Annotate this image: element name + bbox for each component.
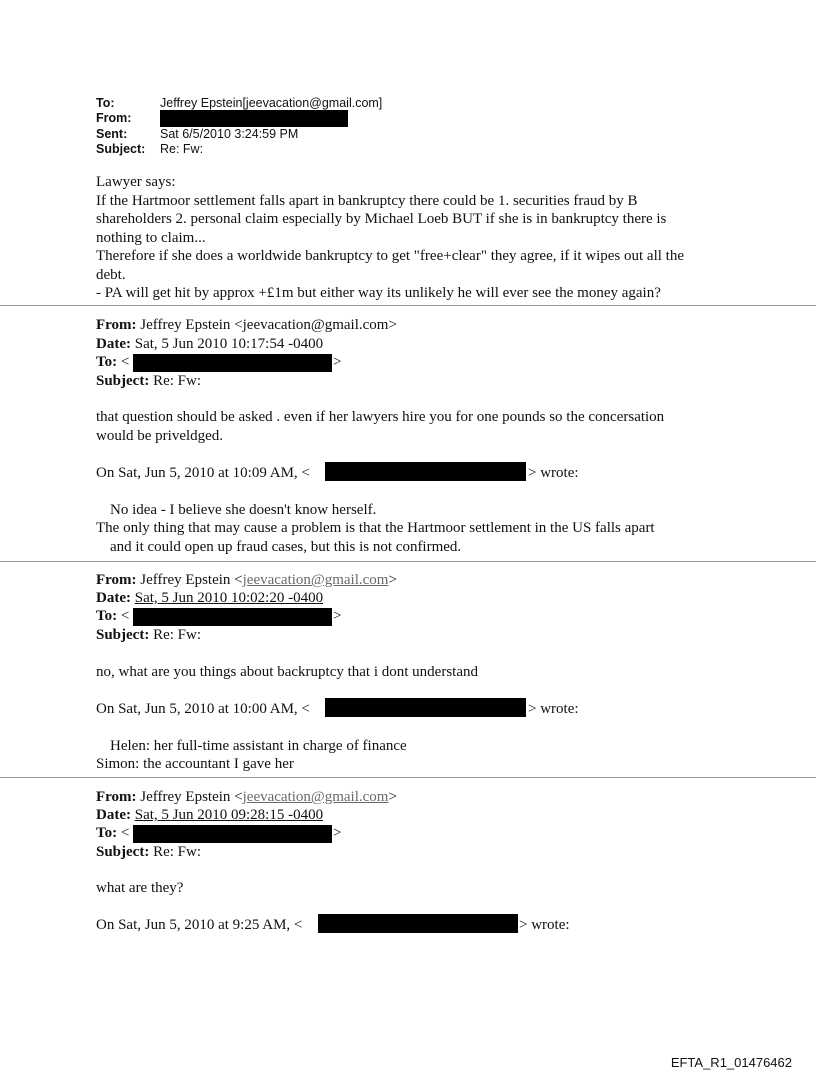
msg2-from-value: Jeffrey Epstein <jeevacation@gmail.com> <box>140 317 397 333</box>
wrote-prefix: On Sat, Jun 5, 2010 at 9:25 AM, < <box>96 917 303 933</box>
msg4-from-close: > <box>388 789 397 805</box>
msg3-subject-label: Subject: <box>96 627 150 643</box>
from-label: From: <box>96 111 132 125</box>
quoted-line: Helen: her full-time assistant in charge of finance <box>110 738 407 754</box>
msg2-to <box>96 354 129 371</box>
body-line: nothing to claim... <box>96 230 206 246</box>
msg3-from-label: From: <box>96 572 137 588</box>
msg3-date-label: Date: <box>96 590 131 606</box>
msg3-subject-value: Re: Fw: <box>153 627 202 643</box>
msg4-to-close: > <box>333 825 342 841</box>
msg4-from-label: From: <box>96 789 137 805</box>
msg2-from <box>96 317 397 334</box>
msg2-to-label: To: <box>96 354 118 370</box>
msg2-subject-label: Subject: <box>96 373 150 389</box>
subject-label: Subject: <box>96 142 146 156</box>
msg2-subject <box>96 373 201 390</box>
msg4-to-label: To: <box>96 825 118 841</box>
msg4-from-name: Jeffrey Epstein < <box>140 789 243 805</box>
msg2-to-open: < <box>120 354 130 370</box>
body-line: shareholders 2. personal claim especially by Michael Loeb BUT if she is in bankruptcy there is <box>96 211 667 227</box>
quoted-line: The only thing that may cause a problem is that the Hartmoor settlement in the US falls apart <box>96 520 655 536</box>
email-link[interactable]: jeevacation@gmail.com <box>242 789 389 805</box>
to-value: Jeffrey Epstein[jeevacation@gmail.com] <box>160 96 383 110</box>
wrote-prefix: On Sat, Jun 5, 2010 at 10:09 AM, < <box>96 465 310 481</box>
divider <box>0 777 816 778</box>
msg4-to-open: < <box>120 825 130 841</box>
msg2-from-label: From: <box>96 317 137 333</box>
sent-label: Sent: <box>96 127 128 141</box>
msg2-date-value: Sat, 5 Jun 2010 10:17:54 -0400 <box>134 336 324 352</box>
msg3-from-close: > <box>388 572 397 588</box>
redaction-bar <box>133 354 332 372</box>
body-line: Lawyer says: <box>96 174 176 190</box>
quoted-line: Simon: the accountant I gave her <box>96 756 294 772</box>
body-line: Therefore if she does a worldwide bankruptcy to get "free+clear" they agree, if it wipes out all the <box>96 248 684 264</box>
msg4-to <box>96 825 129 842</box>
body-line: If the Hartmoor settlement falls apart in bankruptcy there could be 1. securities fraud by B <box>96 193 638 209</box>
document-id: EFTA_R1_01476462 <box>670 1055 792 1070</box>
msg4-subject <box>96 844 201 861</box>
msg4-from <box>96 789 397 806</box>
wrote-suffix: > wrote: <box>528 701 579 717</box>
msg2-date-label: Date: <box>96 336 131 352</box>
divider <box>0 561 816 562</box>
msg4-subject-value: Re: Fw: <box>153 844 202 860</box>
msg4-date-label: Date: <box>96 807 131 823</box>
msg2-date <box>96 336 323 353</box>
msg4-date <box>96 807 323 824</box>
divider <box>0 305 816 306</box>
msg3-to-label: To: <box>96 608 118 624</box>
msg3-date <box>96 590 323 607</box>
redaction-bar <box>133 825 332 843</box>
redaction-bar <box>325 462 526 481</box>
sent-value: Sat 6/5/2010 3:24:59 PM <box>160 127 299 141</box>
to-label: To: <box>96 96 115 110</box>
redaction-bar <box>318 914 518 933</box>
body-line: no, what are you things about backruptcy that i dont understand <box>96 664 478 680</box>
body-line: that question should be asked . even if her lawyers hire you for one pounds so the concersation <box>96 409 665 425</box>
body-line: what are they? <box>96 880 184 896</box>
msg3-from <box>96 572 397 589</box>
body-line: would be priveldged. <box>96 428 224 444</box>
msg2-to-close: > <box>333 354 342 370</box>
body-line: - PA will get hit by approx +£1m but either way its unlikely he will ever see the money again? <box>96 285 661 301</box>
msg3-to <box>96 608 129 625</box>
msg3-to-close: > <box>333 608 342 624</box>
wrote-suffix: > wrote: <box>519 917 570 933</box>
wrote-suffix: > wrote: <box>528 465 579 481</box>
quoted-line: No idea - I believe she doesn't know herself. <box>110 502 377 518</box>
msg3-from-name: Jeffrey Epstein < <box>140 572 243 588</box>
msg3-to-open: < <box>120 608 130 624</box>
email-link[interactable]: jeevacation@gmail.com <box>242 572 389 588</box>
redaction-bar <box>160 110 348 127</box>
msg4-date-value: Sat, 5 Jun 2010 09:28:15 -0400 <box>134 807 324 823</box>
body-line: debt. <box>96 267 126 283</box>
msg3-subject <box>96 627 201 644</box>
msg3-date-value: Sat, 5 Jun 2010 10:02:20 -0400 <box>134 590 324 606</box>
subject-value: Re: Fw: <box>160 142 204 156</box>
quoted-line: and it could open up fraud cases, but this is not confirmed. <box>110 539 462 555</box>
redaction-bar <box>325 698 526 717</box>
msg4-subject-label: Subject: <box>96 844 150 860</box>
wrote-prefix: On Sat, Jun 5, 2010 at 10:00 AM, < <box>96 701 310 717</box>
msg2-subject-value: Re: Fw: <box>153 373 202 389</box>
redaction-bar <box>133 608 332 626</box>
